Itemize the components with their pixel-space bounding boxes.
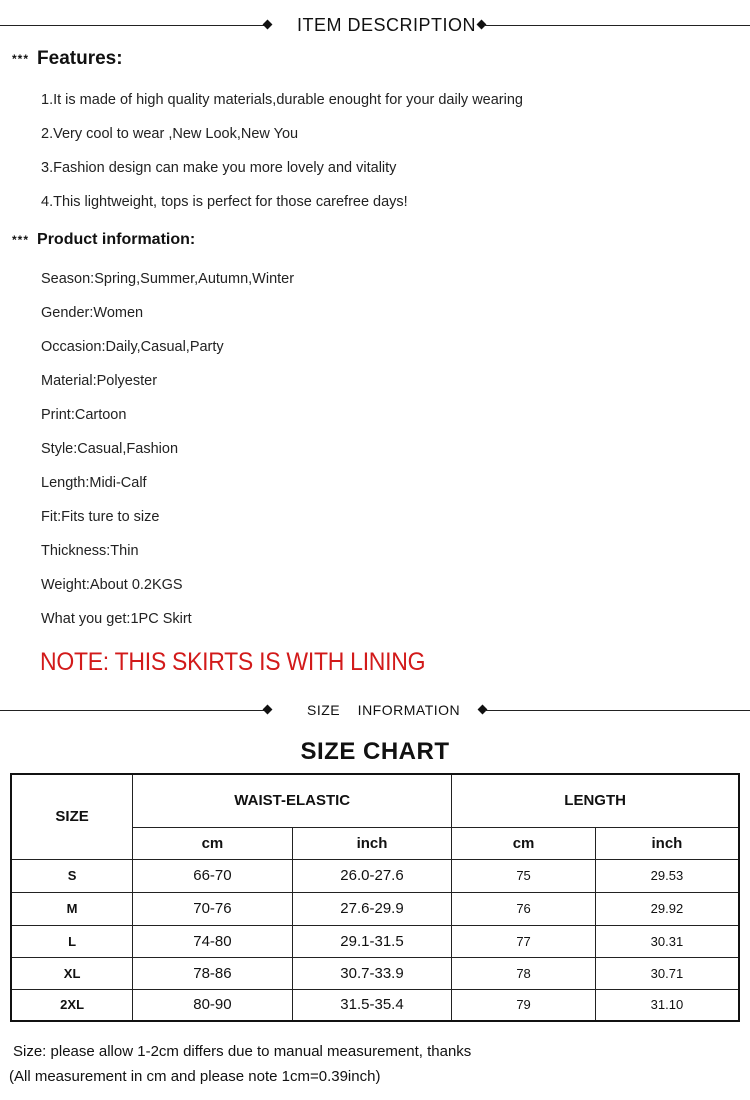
product-info-item: Length:Midi-Calf <box>41 475 147 491</box>
table-row <box>11 957 739 989</box>
size-chart-title: SIZE CHART <box>300 738 450 765</box>
waist-inch-header: inch <box>292 827 452 859</box>
size-information-divider <box>0 700 750 720</box>
waist-inch-cell: 27.6-29.9 <box>292 892 452 925</box>
waist-inch-cell: 30.7-33.9 <box>292 957 452 989</box>
product-info-item: Style:Casual,Fashion <box>41 441 179 457</box>
diamond-icon <box>263 20 273 30</box>
length-inch-cell: 30.71 <box>595 957 739 989</box>
section-title: SIZE INFORMATION <box>307 702 461 718</box>
product-info-item: What you get:1PC Skirt <box>41 611 192 627</box>
table-row <box>11 925 739 957</box>
product-info-item: Fit:Fits ture to size <box>41 509 160 525</box>
waist-cm-cell: 70-76 <box>133 892 293 925</box>
divider-line-right <box>484 25 750 26</box>
waist-cm-cell: 80-90 <box>133 989 293 1021</box>
length-inch-cell: 31.10 <box>595 989 739 1021</box>
product-info-item: Material:Polyester <box>41 373 158 389</box>
lining-note: NOTE: THIS SKIRTS IS WITH LINING <box>40 648 426 676</box>
divider-line-right <box>485 710 750 711</box>
size-cell: 2XL <box>11 989 133 1021</box>
waist-inch-cell: 26.0-27.6 <box>292 859 452 892</box>
length-column-header: LENGTH <box>452 774 739 827</box>
size-cell: S <box>11 859 133 892</box>
product-info-item: Weight:About 0.2KGS <box>41 577 183 593</box>
stars-icon: *** <box>12 52 30 66</box>
length-inch-cell: 29.92 <box>595 892 739 925</box>
size-cell: XL <box>11 957 133 989</box>
table-row <box>11 892 739 925</box>
length-cm-cell: 76 <box>452 892 596 925</box>
waist-cm-cell: 66-70 <box>133 859 293 892</box>
table-row <box>11 859 739 892</box>
product-info-item: Gender:Women <box>41 305 144 321</box>
table-row <box>11 989 739 1021</box>
divider-line-left <box>0 710 266 711</box>
length-cm-cell: 75 <box>452 859 596 892</box>
size-cell: L <box>11 925 133 957</box>
product-info-item: Thickness:Thin <box>41 543 139 559</box>
feature-item: 4.This lightweight, tops is perfect for those carefree days! <box>41 194 408 210</box>
conversion-note: (All measurement in cm and please note 1cm=0.39inch) <box>9 1068 381 1085</box>
waist-cm-cell: 74-80 <box>133 925 293 957</box>
length-cm-cell: 79 <box>452 989 596 1021</box>
waist-inch-cell: 31.5-35.4 <box>292 989 452 1021</box>
feature-item: 1.It is made of high quality materials,durable enought for your daily wearing <box>41 92 523 108</box>
size-column-header: SIZE <box>11 774 133 859</box>
product-info-heading <box>12 231 195 249</box>
diamond-icon <box>263 705 273 715</box>
product-info-item: Season:Spring,Summer,Autumn,Winter <box>41 271 295 287</box>
measurement-note: Size: please allow 1-2cm differs due to manual measurement, thanks <box>13 1043 472 1060</box>
table-header-row <box>11 774 739 827</box>
feature-item: 2.Very cool to wear ,New Look,New You <box>41 126 299 142</box>
features-title: Features: <box>37 48 123 69</box>
length-inch-cell: 29.53 <box>595 859 739 892</box>
item-description-divider <box>0 15 750 35</box>
waist-inch-cell: 29.1-31.5 <box>292 925 452 957</box>
product-info-title: Product information: <box>37 231 196 248</box>
length-inch-cell: 30.31 <box>595 925 739 957</box>
size-table <box>10 773 740 1022</box>
waist-cm-header: cm <box>133 827 293 859</box>
length-cm-cell: 78 <box>452 957 596 989</box>
waist-column-header: WAIST-ELASTIC <box>133 774 452 827</box>
length-cm-header: cm <box>452 827 596 859</box>
product-info-item: Print:Cartoon <box>41 407 127 423</box>
size-cell: M <box>11 892 133 925</box>
features-heading <box>12 48 123 70</box>
stars-icon: *** <box>12 233 30 247</box>
divider-line-left <box>0 25 266 26</box>
product-info-item: Occasion:Daily,Casual,Party <box>41 339 224 355</box>
feature-item: 3.Fashion design can make you more lovely and vitality <box>41 160 397 176</box>
section-title: ITEM DESCRIPTION <box>297 15 477 35</box>
length-cm-cell: 77 <box>452 925 596 957</box>
waist-cm-cell: 78-86 <box>133 957 293 989</box>
length-inch-header: inch <box>595 827 739 859</box>
